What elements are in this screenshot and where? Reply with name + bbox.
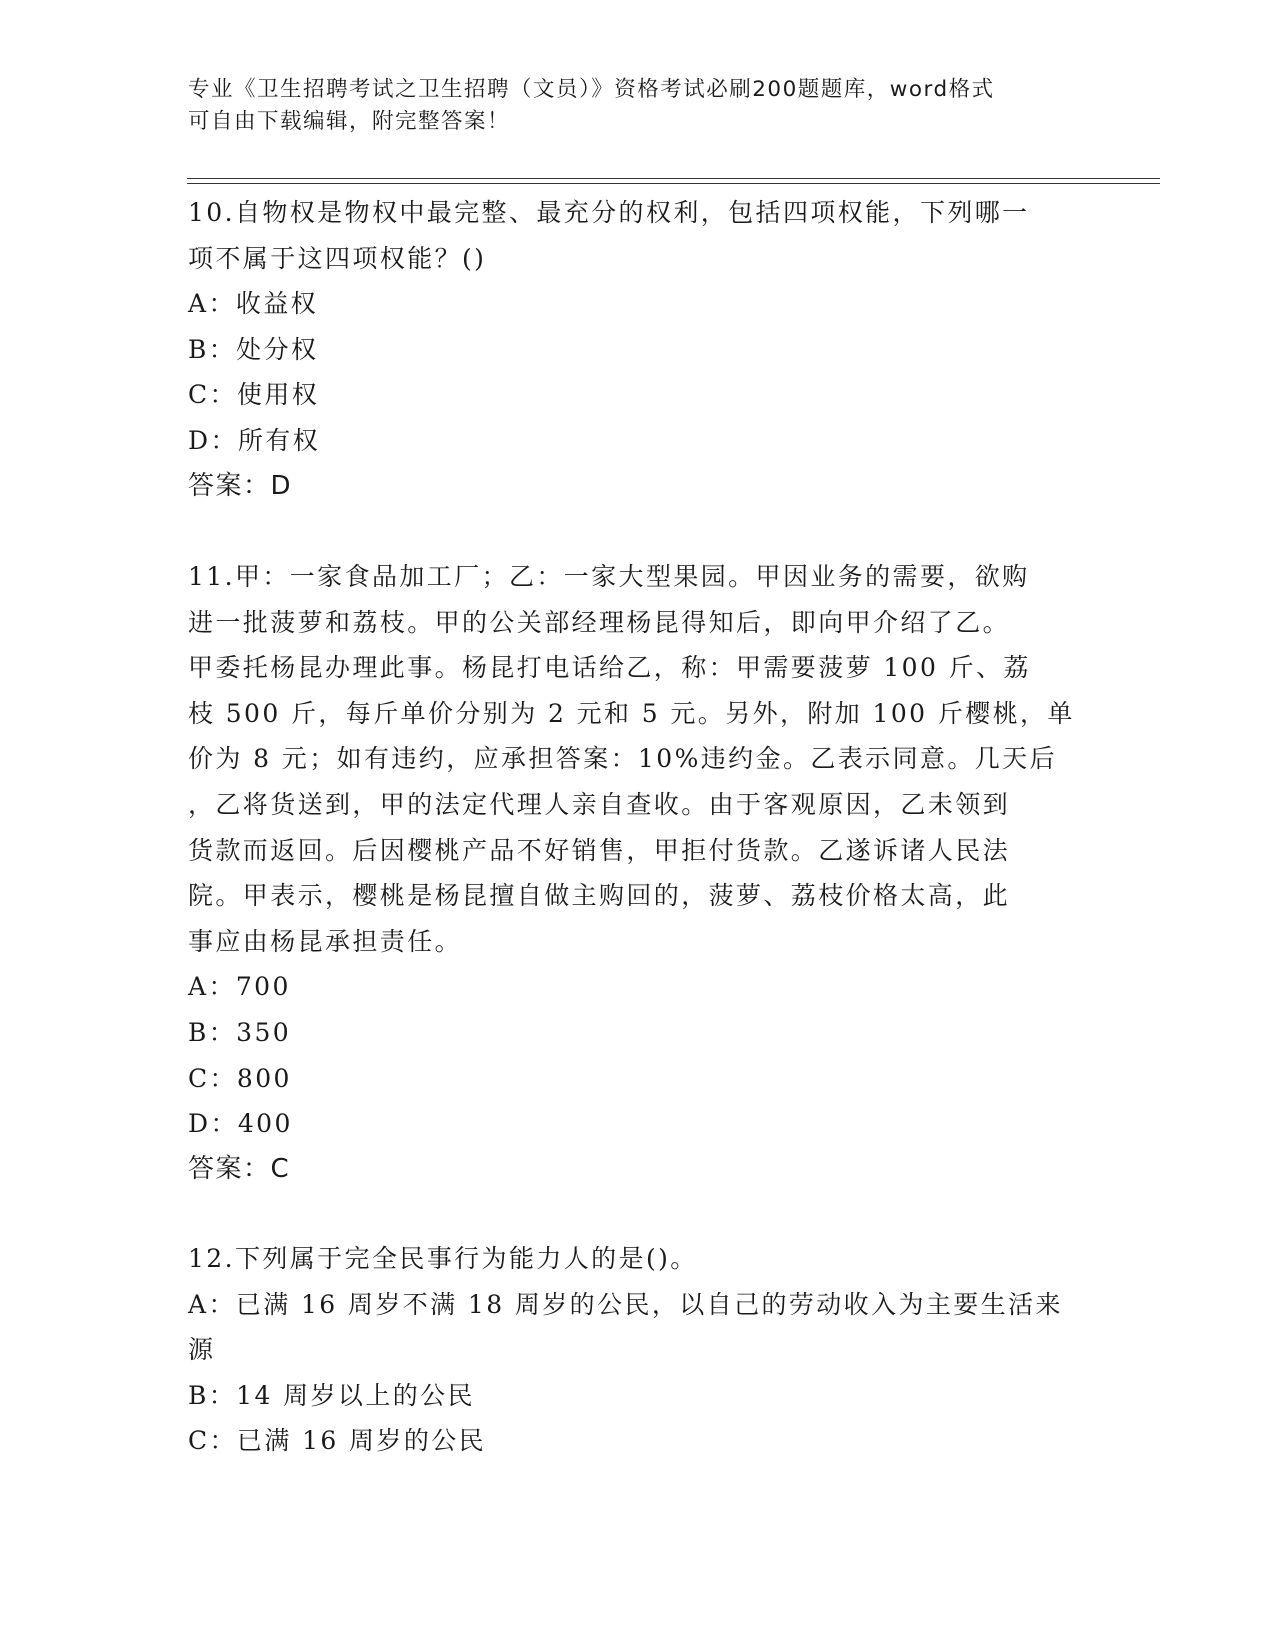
document-header <box>188 74 1068 138</box>
question-text-line: 进一批菠萝和荔枝。甲的公关部经理杨昆得知后，即向甲介绍了乙。 <box>188 607 1011 637</box>
question-text-line: 价为 8 元；如有违约，应承担答案：10%违约金。乙表示同意。几天后 <box>188 744 1057 774</box>
question-text-line: 10.自物权是物权中最完整、最充分的权利，包括四项权能，下列哪一 <box>188 198 1030 227</box>
question-12 <box>188 1236 1088 1464</box>
answer-text: 答案：C <box>188 1153 291 1184</box>
option-a-continued: 源 <box>188 1335 216 1365</box>
option-c: C：已满 16 周岁的公民 <box>188 1426 487 1456</box>
option-c: C：使用权 <box>188 380 320 410</box>
question-text-line: ，乙将货送到，甲的法定代理人亲自查收。由于客观原因，乙未领到 <box>188 789 1011 819</box>
option-d: D：所有权 <box>188 425 321 455</box>
answer-text: 答案：D <box>188 470 293 501</box>
question-text-line: 项不属于这四项权能？() <box>188 243 487 273</box>
question-11 <box>188 554 1088 1192</box>
question-10 <box>188 190 1088 509</box>
question-text-line: 枝 500 斤，每斤单价分别为 2 元和 5 元。另外，附加 100 斤樱桃，单 <box>188 698 1075 728</box>
option-d: D：400 <box>188 1109 293 1139</box>
option-b: B：350 <box>188 1017 292 1047</box>
option-a: A：已满 16 周岁不满 18 周岁的公民，以自己的劳动收入为主要生活来 <box>188 1289 1063 1319</box>
header-line-2: 可自由下载编辑，附完整答案！ <box>188 109 511 134</box>
option-b: B：处分权 <box>188 334 319 364</box>
option-a: A：700 <box>188 972 291 1002</box>
question-text-line: 甲委托杨昆办理此事。杨昆打电话给乙，称：甲需要菠萝 100 斤、荔 <box>188 653 1031 683</box>
option-a: A：收益权 <box>188 289 319 319</box>
question-text-line: 11.甲：一家食品加工厂；乙：一家大型果园。甲因业务的需要，欲购 <box>188 562 1030 591</box>
question-text-line: 事应由杨昆承担责任。 <box>188 926 463 956</box>
header-divider-bottom <box>187 183 1160 184</box>
question-text-line: 院。甲表示，樱桃是杨昆擅自做主购回的，菠萝、荔枝价格太高，此 <box>188 881 1011 911</box>
option-b: B：14 周岁以上的公民 <box>188 1380 475 1410</box>
question-text-line: 货款而返回。后因樱桃产品不好销售，甲拒付货款。乙遂诉诸人民法 <box>188 835 1011 865</box>
header-divider-top <box>187 178 1160 179</box>
option-c: C：800 <box>188 1063 292 1093</box>
header-line-1: 专业《卫生招聘考试之卫生招聘（文员）》资格考试必刷200题题库，word格式 <box>188 77 995 102</box>
question-text-line: 12.下列属于完全民事行为能力人的是()。 <box>188 1244 698 1273</box>
